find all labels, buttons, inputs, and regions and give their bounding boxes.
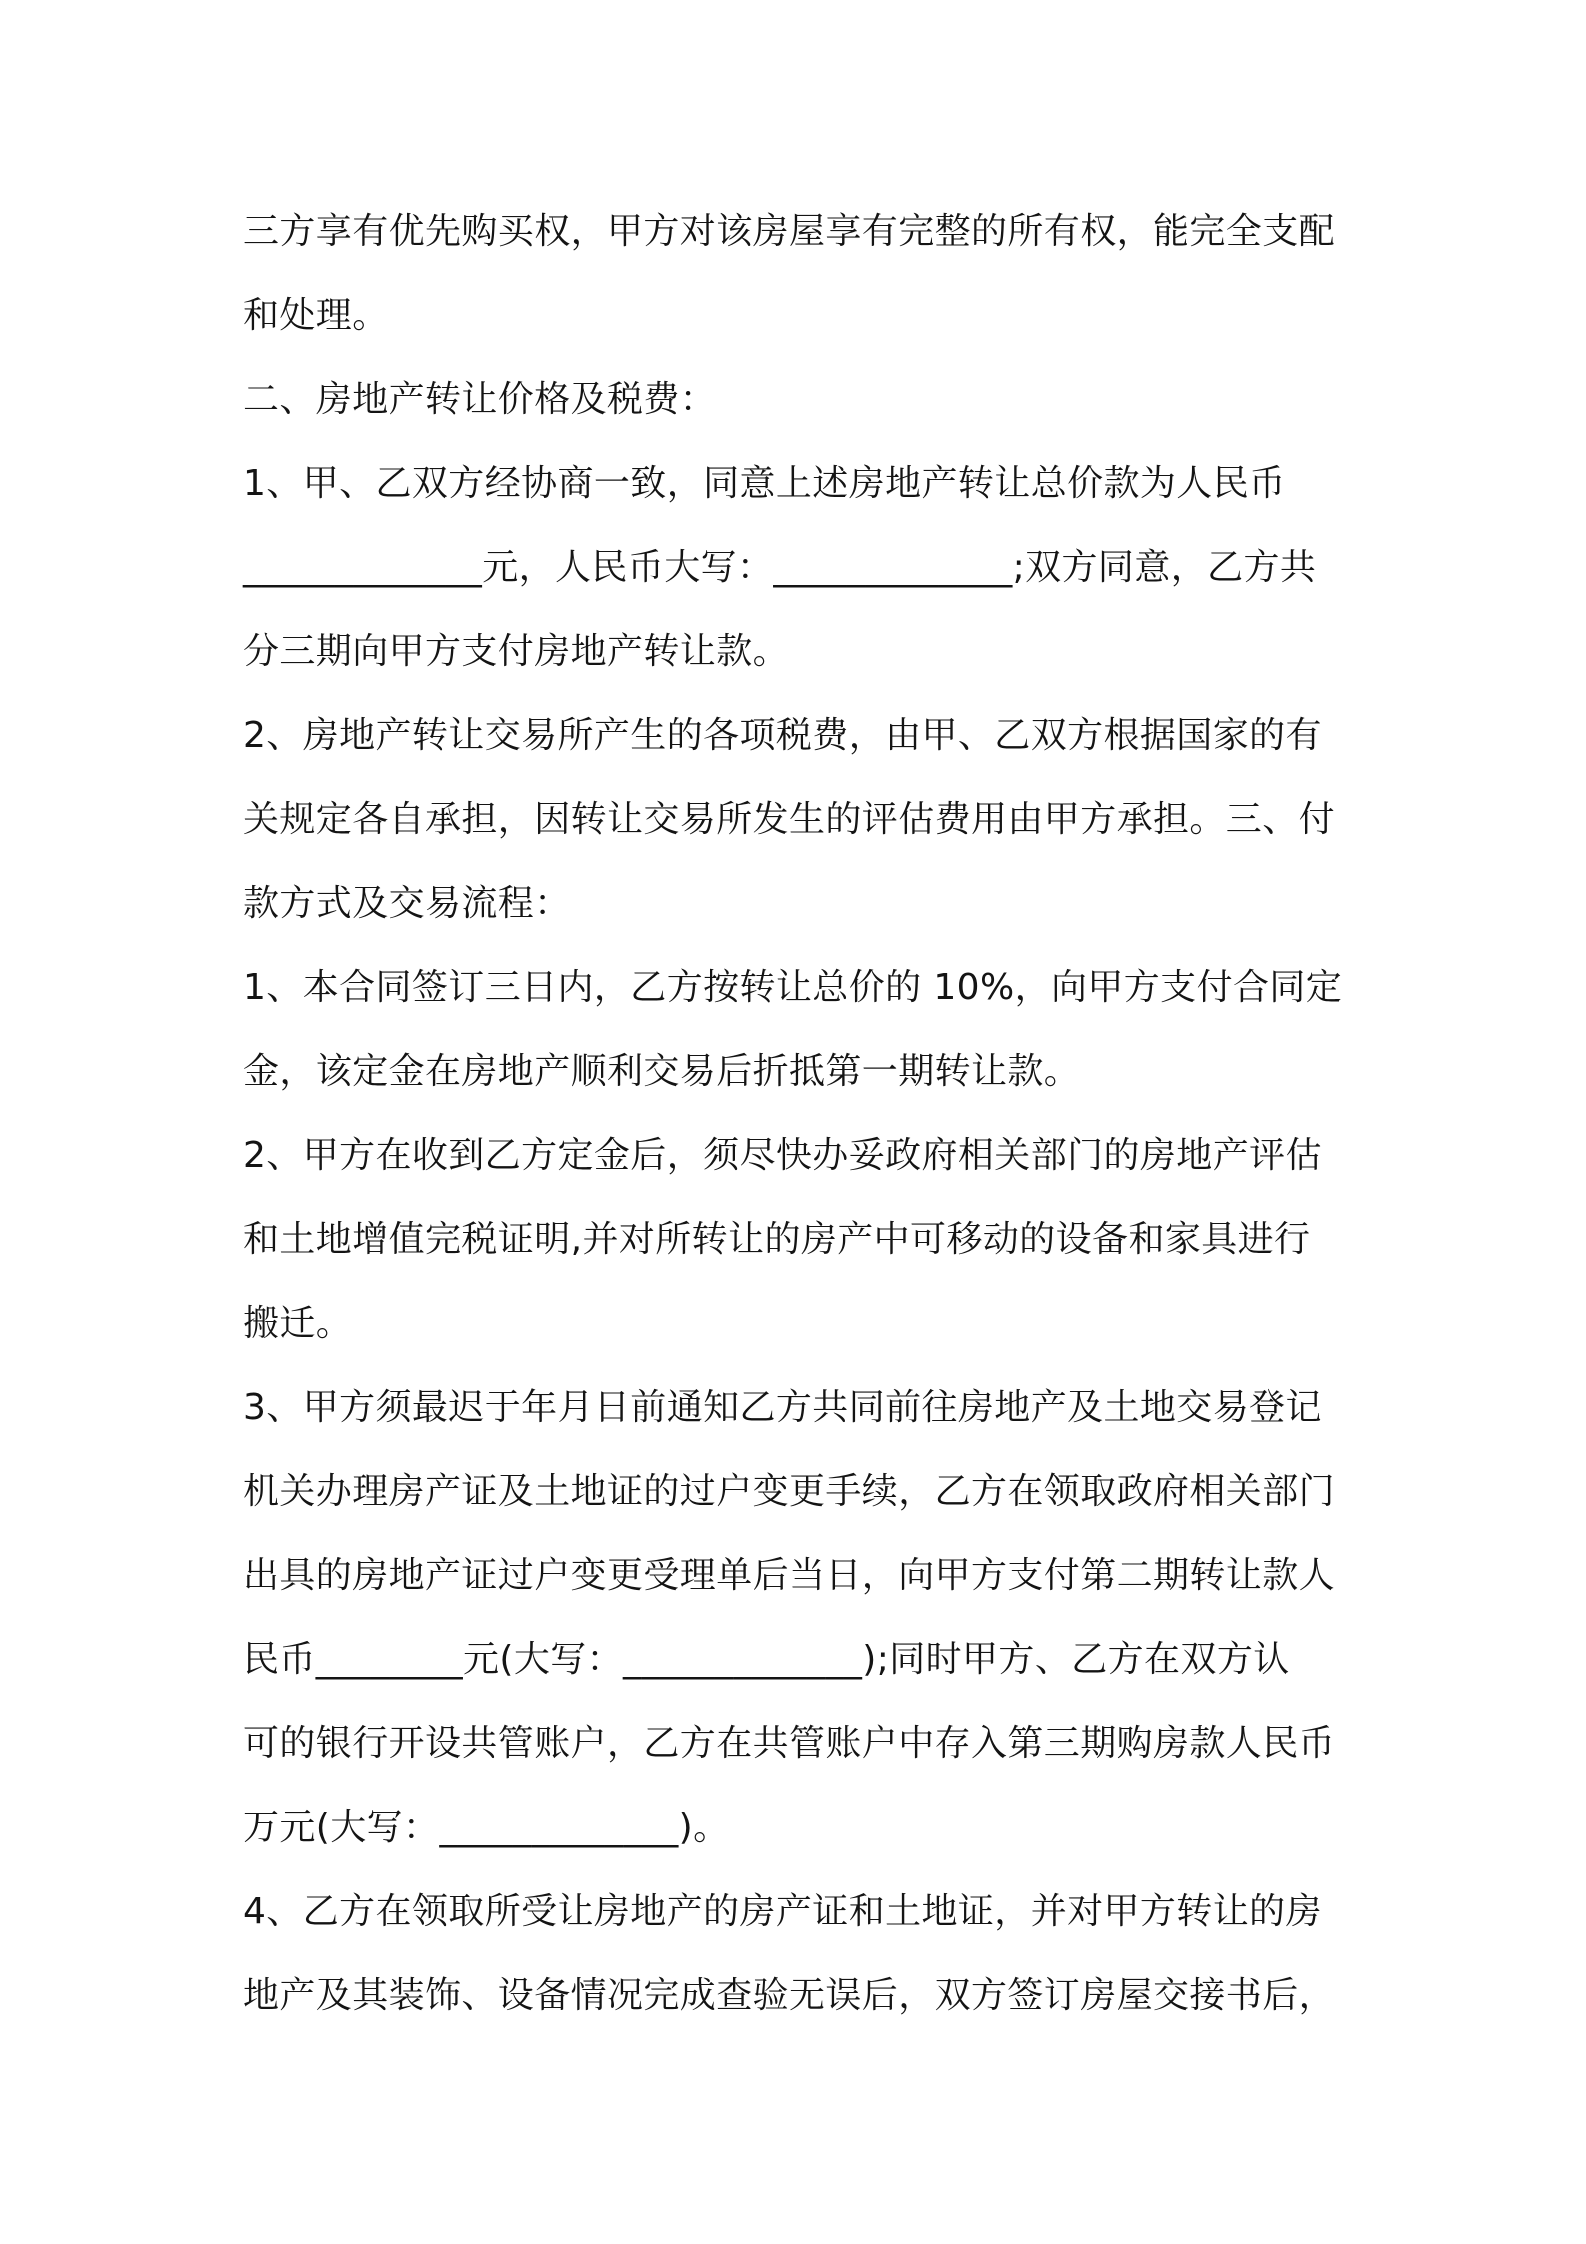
text-line: 金，该定金在房地产顺利交易后折抵第一期转让款。	[243, 1051, 1081, 1092]
text-line: 分三期向甲方支付房地产转让款。	[243, 631, 790, 672]
text-line: 搬迁。	[243, 1303, 353, 1344]
text-line: 可的银行开设共管账户，乙方在共管账户中存入第三期购房款人民币	[243, 1723, 1336, 1764]
text-line: 地产及其装饰、设备情况完成查验无误后，双方签订房屋交接书后，	[243, 1975, 1336, 2016]
text-line: 1、本合同签订三日内，乙方按转让总价的 10%，向甲方支付合同定	[243, 967, 1343, 1008]
text-line: 款方式及交易流程：	[243, 883, 571, 924]
text-line: _____________元，人民币大写：_____________;双方同意，乙方共	[243, 547, 1317, 588]
text-line: 3、甲方须最迟于年月日前通知乙方共同前往房地产及土地交易登记	[243, 1387, 1322, 1428]
section-heading: 二、房地产转让价格及税费：	[243, 379, 717, 420]
text-line: 万元(大写：_____________)。	[243, 1807, 730, 1848]
text-line: 4、乙方在领取所受让房地产的房产证和土地证，并对甲方转让的房	[243, 1891, 1322, 1932]
text-line: 三方享有优先购买权，甲方对该房屋享有完整的所有权，能完全支配	[243, 211, 1336, 252]
text-line: 和处理。	[243, 295, 389, 336]
text-line: 和土地增值完税证明,并对所转让的房产中可移动的设备和家具进行	[243, 1219, 1311, 1260]
text-line: 1、甲、乙双方经协商一致，同意上述房地产转让总价款为人民币	[243, 463, 1286, 504]
text-line: 民币________元(大写：_____________);同时甲方、乙方在双方认	[243, 1639, 1290, 1680]
text-line: 关规定各自承担，因转让交易所发生的评估费用由甲方承担。三、付	[243, 799, 1336, 840]
document-body	[243, 190, 1363, 2038]
text-line: 2、甲方在收到乙方定金后，须尽快办妥政府相关部门的房地产评估	[243, 1135, 1322, 1176]
text-line: 出具的房地产证过户变更受理单后当日，向甲方支付第二期转让款人	[243, 1555, 1336, 1596]
text-line: 2、房地产转让交易所产生的各项税费，由甲、乙双方根据国家的有	[243, 715, 1322, 756]
text-line: 机关办理房产证及土地证的过户变更手续，乙方在领取政府相关部门	[243, 1471, 1336, 1512]
